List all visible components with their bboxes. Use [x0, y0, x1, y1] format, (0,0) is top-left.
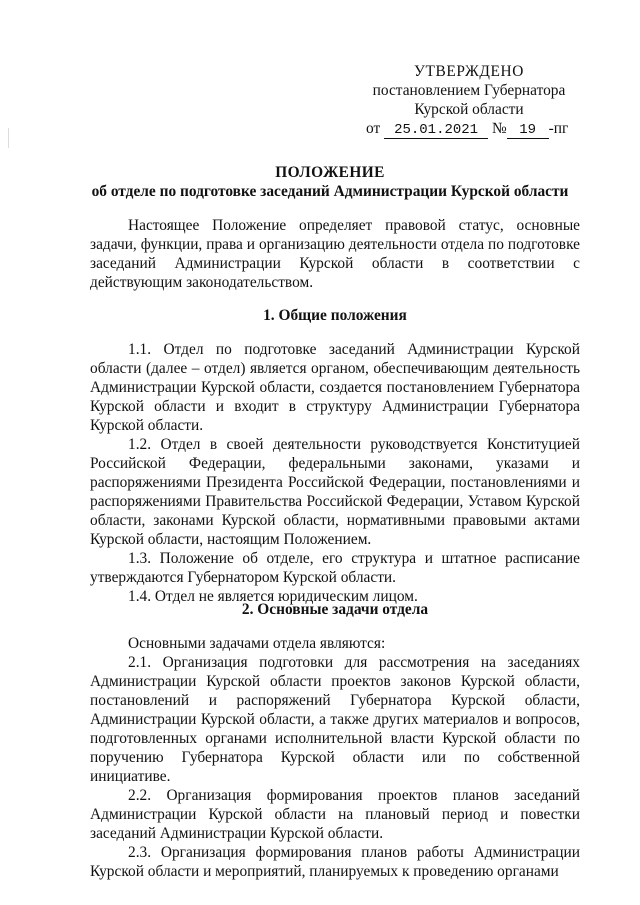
paragraph-1-4: 1.4. Отдел не является юридическим лицом. — [128, 588, 418, 605]
document-title — [80, 163, 580, 201]
number-prefix: № — [491, 120, 507, 137]
approval-date-row — [358, 119, 580, 138]
paragraph-2-intro: Основными задачами отдела являются: — [128, 635, 386, 652]
number-value: 19 — [507, 122, 549, 139]
paragraph-2-1: 2.1. Организация подготовки для рассмотрения на заседаниях Администрации Курской области проектов законов Курской области, постановлений и распоряжений Губернатора Курской области, Администрации Курской области, а также других материалов и вопросов, подготовленных органами исполнительной власти Курской области по поручению Губернатора Курской области или по собственной инициативе. — [90, 654, 580, 785]
paragraph-1-2: 1.2. Отдел в своей деятельности руководствуется Конституцией Российской Федерации, федеральными законами, указами и распоряжениями Президента Российской Федерации, постановлениями и распоряжениями Правительства Российской Федерации, Уставом Курской области, законами Курской области, нормативными правовыми актами Курской области, настоящим Положением. — [90, 436, 580, 548]
date-prefix: от — [366, 120, 381, 137]
section-2-body — [90, 634, 580, 881]
number-suffix: -пг — [548, 120, 569, 137]
intro-paragraph: Настоящее Положение определяет правовой статус, основные задачи, функции, права и организацию деятельности отдела по подготовке заседаний Администрации Курской области в соответствии с действующим законодательством. — [90, 217, 580, 291]
title-subtitle: об отделе по подготовке заседаний Администрации Курской области — [91, 183, 569, 200]
paragraph-2-2: 2.2. Организация формирования проектов планов заседаний Администрации Курской области на плановый период и повестки заседаний Администрации Курской области. — [90, 787, 580, 842]
date-value: 25.01.2021 — [384, 122, 488, 139]
approval-stamp — [358, 62, 580, 138]
approval-label: УТВЕРЖДЕНО — [414, 63, 524, 80]
approval-line-2: постановлением Губернатора — [372, 82, 566, 99]
paragraph-2-3: 2.3. Организация формирования планов работы Администрации Курской области и мероприятий, планируемых к проведению органами — [90, 844, 580, 880]
intro-block — [90, 216, 580, 292]
title-main: ПОЛОЖЕНИЕ — [275, 164, 385, 181]
section-1-body — [90, 340, 580, 606]
approval-line-3: Курской области — [414, 101, 524, 118]
paragraph-1-1: 1.1. Отдел по подготовке заседаний Администрации Курской области (далее – отдел) является органом, обеспечивающим деятельность Администрации Курской области, создается постановлением Губернатора Курской области и входит в структуру Администрации Губернатора Курской области. — [90, 341, 580, 434]
section-1-heading: 1. Общие положения — [263, 307, 407, 324]
section-2-heading: 2. Основные задачи отдела — [241, 601, 429, 618]
paragraph-1-3: 1.3. Положение об отделе, его структура и штатное расписание утверждаются Губернатором Курской области. — [90, 550, 580, 586]
scan-margin-mark — [8, 128, 9, 148]
